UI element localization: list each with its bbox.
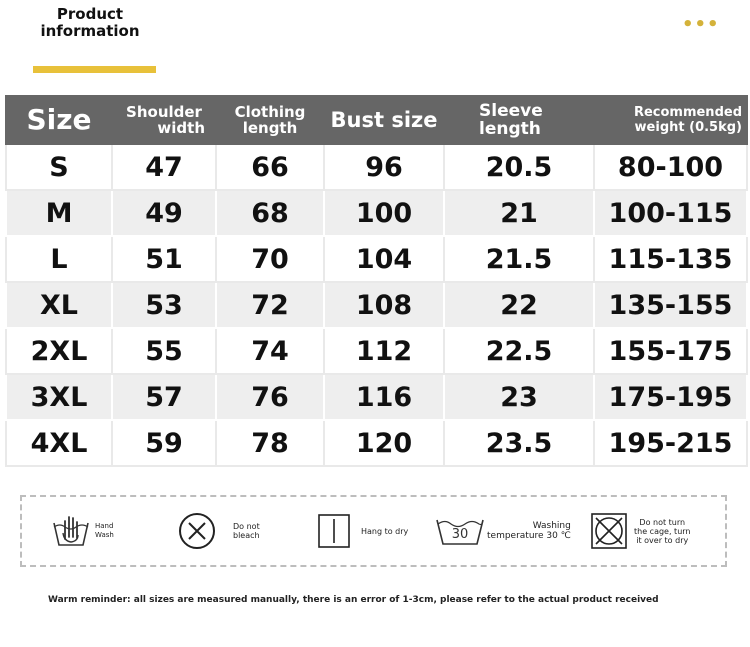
wash-temp-label-2: temperature 30 ℃ [487, 531, 571, 541]
cell-size: 3XL [6, 374, 112, 420]
header-sleeve-line2: length [479, 119, 541, 139]
header-clothing-line2: length [242, 119, 298, 137]
cell-sleeve: 23.5 [444, 420, 594, 466]
no-tumble-label-1: Do not turn [639, 517, 686, 527]
no-tumble-label-3: it over to dry [636, 535, 689, 545]
header-shoulder-line1: Shoulder [126, 103, 202, 121]
header-sleeve-line1: Sleeve [479, 101, 543, 121]
no-tumble-label-2: the cage, turn [634, 526, 691, 536]
cell-size: M [6, 190, 112, 236]
cell-sleeve: 22 [444, 282, 594, 328]
cell-bust: 108 [324, 282, 444, 328]
cell-size: L [6, 236, 112, 282]
care-hand-wash [52, 509, 114, 553]
cell-shoulder: 49 [112, 190, 216, 236]
title-line-1: Product [56, 5, 124, 23]
table-header-row [6, 96, 747, 144]
cell-bust: 96 [324, 144, 444, 190]
cell-size: 4XL [6, 420, 112, 466]
header-weight-line2: weight (0.5kg) [634, 120, 742, 135]
title-underline [33, 66, 156, 73]
cell-clothing: 72 [216, 282, 324, 328]
cell-weight: 135-155 [594, 282, 747, 328]
no-bleach-label-2: bleach [233, 531, 260, 540]
hang-dry-label: Hang to dry [361, 526, 409, 536]
table-row [6, 190, 747, 236]
table-row [6, 328, 747, 374]
cell-size: XL [6, 282, 112, 328]
cell-clothing: 66 [216, 144, 324, 190]
care-no-tumble-dry [590, 509, 690, 553]
header-bust: Bust size [324, 96, 444, 144]
hand-wash-label-1: Hand [95, 522, 114, 530]
cell-clothing: 76 [216, 374, 324, 420]
cell-clothing: 78 [216, 420, 324, 466]
hand-wash-icon [52, 513, 90, 549]
table-row [6, 374, 747, 420]
wash-temp-label-1: Washing [532, 521, 571, 531]
cell-shoulder: 57 [112, 374, 216, 420]
table-row [6, 420, 747, 466]
wash-30-icon [435, 514, 485, 548]
cell-bust: 100 [324, 190, 444, 236]
cell-size: 2XL [6, 328, 112, 374]
cell-clothing: 70 [216, 236, 324, 282]
cell-shoulder: 55 [112, 328, 216, 374]
table-row [6, 236, 747, 282]
hang-dry-icon [317, 513, 351, 549]
cell-weight: 195-215 [594, 420, 747, 466]
care-no-bleach [177, 509, 260, 553]
cell-bust: 112 [324, 328, 444, 374]
no-tumble-dry-icon [590, 512, 628, 550]
no-bleach-icon [177, 511, 217, 551]
table-row [6, 282, 747, 328]
header-sleeve [444, 96, 594, 144]
cell-shoulder: 47 [112, 144, 216, 190]
cell-sleeve: 20.5 [444, 144, 594, 190]
cell-weight: 175-195 [594, 374, 747, 420]
header-weight-line1: Recommended [633, 105, 742, 120]
cell-sleeve: 21.5 [444, 236, 594, 282]
table-row [6, 144, 747, 190]
cell-sleeve: 21 [444, 190, 594, 236]
cell-weight: 100-115 [594, 190, 747, 236]
header-size: Size [6, 96, 112, 144]
cell-clothing: 74 [216, 328, 324, 374]
cell-bust: 116 [324, 374, 444, 420]
cell-clothing: 68 [216, 190, 324, 236]
header-shoulder-line2: width [157, 119, 205, 137]
cell-shoulder: 51 [112, 236, 216, 282]
care-instructions-panel [20, 495, 727, 567]
cell-weight: 115-135 [594, 236, 747, 282]
care-wash-temperature [435, 509, 571, 553]
cell-shoulder: 59 [112, 420, 216, 466]
header-clothing [216, 96, 324, 144]
more-dots-icon: ••• [682, 14, 720, 35]
cell-weight: 80-100 [594, 144, 747, 190]
care-hang-dry [317, 509, 408, 553]
warm-reminder-note: Warm reminder: all sizes are measured manually, there is an error of 1-3cm, please refer to the actual product received [48, 595, 659, 605]
cell-shoulder: 53 [112, 282, 216, 328]
wash-temp-icon-number: 30 [451, 527, 469, 542]
header-clothing-line1: Clothing [234, 103, 306, 121]
page-title [30, 6, 150, 40]
size-chart-table [5, 95, 748, 467]
hand-wash-label-2: Wash [95, 531, 114, 539]
no-bleach-label-1: Do not [233, 522, 260, 531]
cell-sleeve: 22.5 [444, 328, 594, 374]
cell-bust: 120 [324, 420, 444, 466]
cell-bust: 104 [324, 236, 444, 282]
header-shoulder [112, 96, 216, 144]
header-weight [594, 96, 747, 144]
title-line-2: information [40, 22, 140, 40]
cell-weight: 155-175 [594, 328, 747, 374]
cell-size: S [6, 144, 112, 190]
cell-sleeve: 23 [444, 374, 594, 420]
